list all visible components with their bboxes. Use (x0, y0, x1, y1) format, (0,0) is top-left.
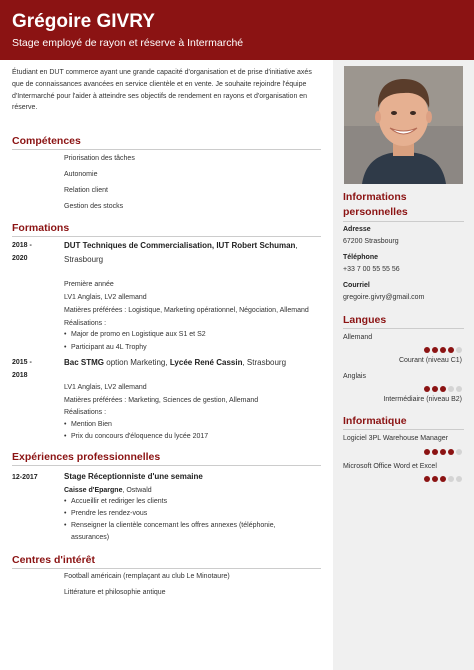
sidebar-divider (343, 429, 464, 430)
education-title (64, 241, 298, 250)
software-name: Logiciel 3PL Warehouse Manager (343, 435, 448, 442)
task-item: • Prendre les rendez-vous (64, 510, 147, 517)
email-value: gregoire.givry@gmail.com (343, 294, 425, 301)
education-city: Strasbourg (64, 255, 104, 264)
language-rating (424, 347, 462, 353)
intro-line: réserve. (12, 104, 38, 112)
rating-dot-filled (440, 449, 446, 455)
sidebar-divider (343, 328, 464, 329)
education-city: , Strasbourg (242, 358, 287, 367)
rating-dot-filled (424, 449, 430, 455)
profile-photo (344, 66, 463, 184)
section-title-informatique: Informatique (343, 415, 407, 427)
education-date-end: 2018 (12, 372, 28, 379)
education-date-end: 2020 (12, 255, 28, 262)
education-date-start: 2018 - (12, 242, 32, 249)
intro-line: d'Intermarché pour l'aider à atteindre ses objectifs de rendement en rayons et d'organisation en (12, 92, 308, 100)
intro-paragraph (12, 67, 322, 114)
section-divider (12, 236, 321, 237)
section-title-interets: Centres d'intérêt (12, 554, 96, 566)
rating-dot-empty (456, 476, 462, 482)
rating-dot-filled (440, 347, 446, 353)
software-name: Microsoft Office Word et Excel (343, 463, 437, 470)
language-level: Courant (niveau C1) (398, 357, 462, 364)
achievement-item: • Major de promo en Logistique aux S1 et S2 (64, 331, 206, 338)
rating-dot-filled (448, 449, 454, 455)
rating-dot-filled (432, 347, 438, 353)
rating-dot-filled (432, 386, 438, 392)
experience-employer (64, 487, 152, 494)
education-detail: LV1 Anglais, LV2 allemand (64, 384, 147, 391)
education-detail: Matières préférées : Marketing, Sciences de gestion, Allemand (64, 397, 259, 404)
section-divider (12, 149, 321, 150)
task-item: • Renseigner la clientèle concernant les offres annexes (téléphonie, (64, 522, 276, 529)
sidebar (333, 60, 474, 670)
section-divider (12, 465, 321, 466)
interest-item: Littérature et philosophie antique (64, 589, 166, 596)
language-name: Anglais (343, 373, 366, 380)
achievement-item: • Prix du concours d'éloquence du lycée 2017 (64, 433, 208, 440)
rating-dot-empty (448, 476, 454, 482)
education-date-start: 2015 - (12, 359, 32, 366)
software-rating (424, 449, 462, 455)
candidate-name: Grégoire GIVRY (12, 11, 155, 32)
degree-separator: , (295, 241, 298, 250)
rating-dot-filled (432, 476, 438, 482)
rating-dot-filled (440, 386, 446, 392)
achievement-item: • Participant au 4L Trophy (64, 344, 147, 351)
skill-item: Gestion des stocks (64, 203, 124, 210)
rating-dot-filled (424, 476, 430, 482)
email-label: Courriel (343, 282, 370, 289)
school-name: Lycée René Cassin (169, 358, 243, 367)
rating-dot-filled (424, 347, 430, 353)
education-title (64, 358, 286, 367)
rating-dot-filled (440, 476, 446, 482)
rating-dot-empty (456, 449, 462, 455)
degree-name: Bac STMG (64, 358, 105, 367)
education-detail: Réalisations : (64, 409, 107, 416)
intro-line: Étudiant en DUT commerce ayant une grande capacité d'organisation et de prise d'initiative axés (12, 69, 312, 76)
education-detail: LV1 Anglais, LV2 allemand (64, 294, 147, 301)
experience-date: 12-2017 (12, 474, 38, 481)
rating-dot-empty (456, 386, 462, 392)
interest-item: Football américain (remplaçant au club Le Minotaure) (64, 573, 230, 580)
phone-label: Téléphone (343, 254, 379, 261)
profile-photo-illustration (344, 66, 463, 184)
skill-item: Priorisation des tâches (64, 155, 135, 162)
section-title-info-line2: personnelles (343, 206, 408, 218)
rating-dot-empty (448, 386, 454, 392)
company-name: Caisse d'Epargne (64, 487, 123, 494)
section-title-competences: Compétences (12, 135, 81, 147)
section-title-formations: Formations (12, 222, 70, 234)
rating-dot-filled (432, 449, 438, 455)
rating-dot-filled (448, 347, 454, 353)
sidebar-divider (343, 221, 464, 222)
software-rating (424, 476, 462, 482)
phone-value: +33 7 00 55 55 56 (343, 266, 400, 273)
header-banner (0, 0, 474, 60)
skill-item: Relation client (64, 187, 108, 194)
main-column (0, 60, 333, 670)
skill-item: Autonomie (64, 171, 98, 178)
rating-dot-filled (424, 386, 430, 392)
language-level: Intermédiaire (niveau B2) (383, 396, 462, 403)
language-rating (424, 386, 462, 392)
address-value: 67200 Strasbourg (343, 238, 399, 245)
education-detail: Première année (64, 281, 114, 288)
address-label: Adresse (343, 226, 371, 233)
education-detail: Réalisations : (64, 320, 107, 327)
company-city: , Ostwald (122, 487, 152, 494)
job-title: Stage employé de rayon et réserve à Intermarché (12, 37, 244, 49)
section-title-experiences: Expériences professionnelles (12, 451, 161, 463)
education-detail: Matières préférées : Logistique, Marketing opérationnel, Négociation, Allemand (64, 307, 309, 314)
task-item: • Accueillir et rediriger les clients (64, 498, 167, 505)
intro-line: que de connaissances avancées en service clientèle et en vente. Je souhaite rejoindre l'équipe (12, 80, 307, 88)
language-name: Allemand (343, 334, 373, 341)
rating-dot-empty (456, 347, 462, 353)
section-divider (12, 568, 321, 569)
degree-name: DUT Techniques de Commercialisation, IUT Robert Schuman (64, 241, 296, 250)
achievement-item: • Mention Bien (64, 421, 112, 428)
section-title-info-line1: Informations (343, 191, 407, 203)
degree-option: option Marketing, (104, 358, 170, 367)
experience-role: Stage Réceptionniste d'une semaine (64, 472, 203, 481)
section-title-langues: Langues (343, 314, 387, 326)
task-item-continued: assurances) (71, 534, 110, 541)
